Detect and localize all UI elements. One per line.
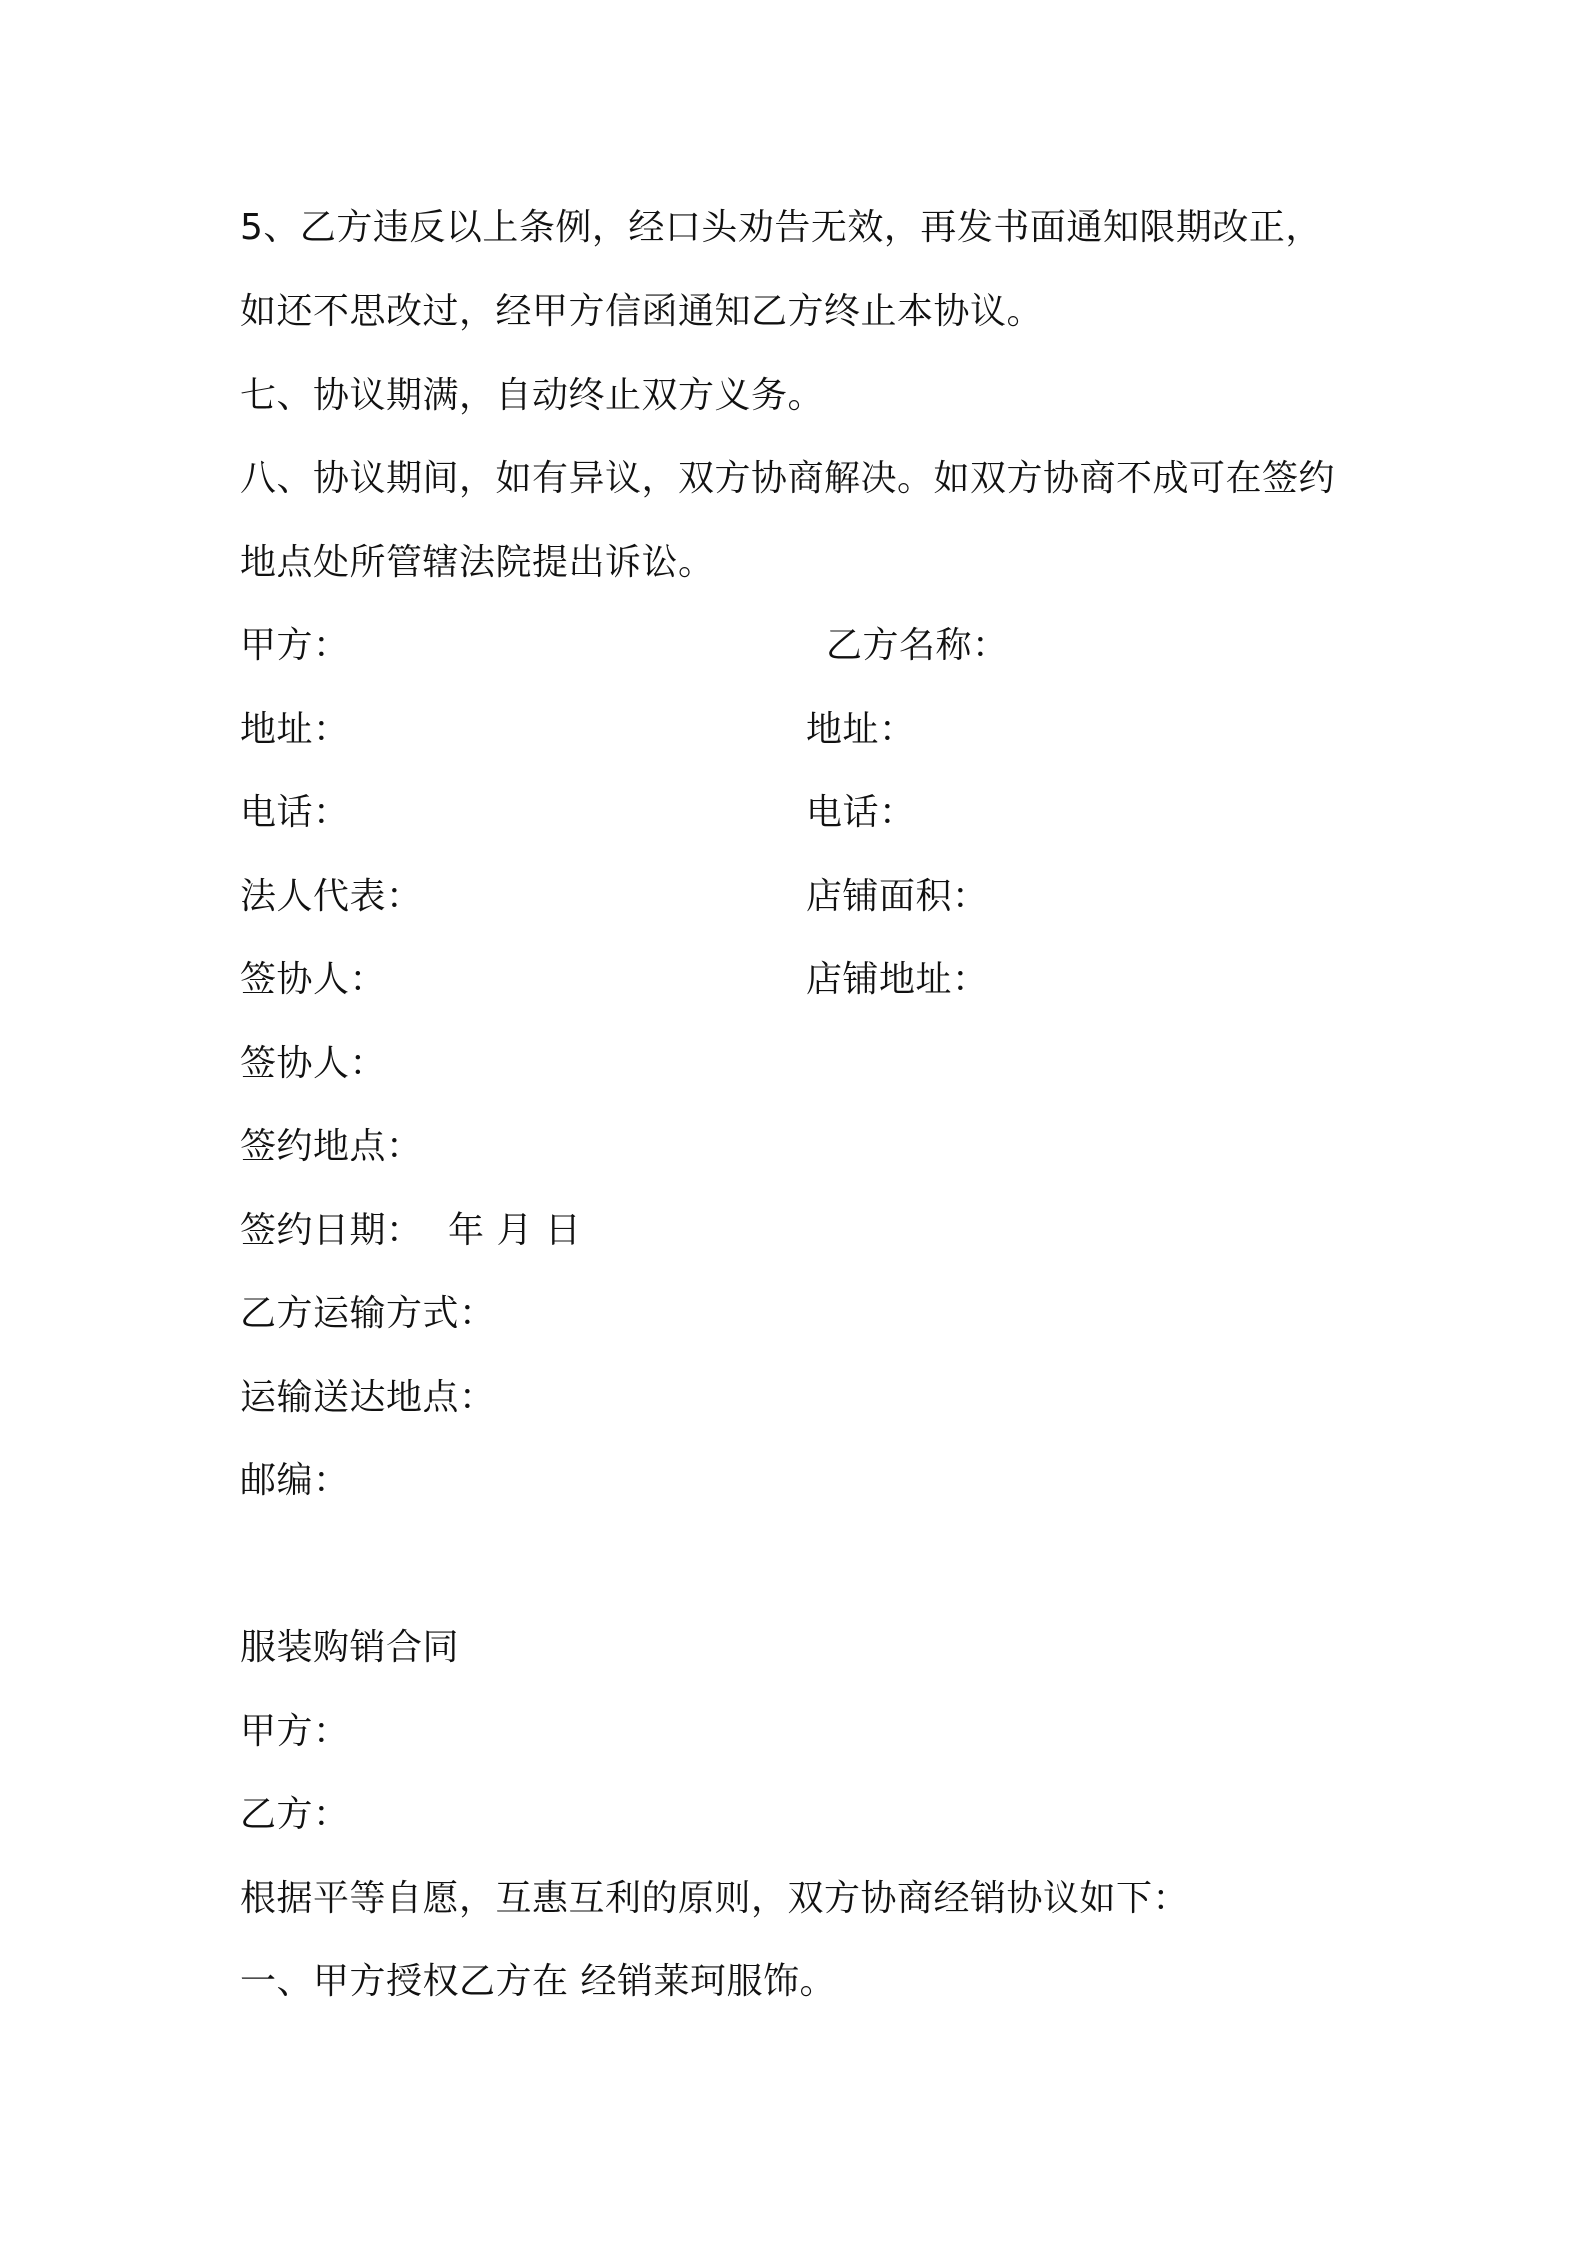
- contract-2-title: 服装购销合同: [240, 1627, 460, 1668]
- party-b-name-label: 乙方名称：: [826, 625, 1009, 666]
- clause-5-line-1: 5、乙方违反以上条例，经口头劝告无效，再发书面通知限期改正，: [240, 207, 1322, 248]
- sign-place-label: 签约地点：: [240, 1126, 423, 1167]
- delivery-place-label: 运输送达地点：: [240, 1377, 496, 1418]
- contract-2-party-a-label: 甲方：: [240, 1711, 350, 1752]
- address-a-label: 地址：: [240, 709, 350, 750]
- clause-8-line-1: 八、协议期间，如有异议，双方协商解决。如双方协商不成可在签约: [240, 458, 1336, 499]
- store-area-label: 店铺面积：: [806, 876, 989, 917]
- legal-rep-label: 法人代表：: [240, 876, 423, 917]
- signer-2-label: 签协人：: [240, 1043, 387, 1084]
- clause-8-line-2: 地点处所管辖法院提出诉讼。: [240, 542, 715, 583]
- contract-2-party-b-label: 乙方：: [240, 1794, 350, 1835]
- phone-a-label: 电话：: [240, 792, 350, 833]
- party-a-label: 甲方：: [240, 625, 350, 666]
- contract-2-clause-1: 一、甲方授权乙方在 经销莱珂服饰。: [240, 1961, 836, 2002]
- address-b-label: 地址：: [806, 709, 916, 750]
- signer-1-label: 签协人：: [240, 959, 387, 1000]
- phone-b-label: 电话：: [806, 792, 916, 833]
- contract-2-preamble: 根据平等自愿，互惠互利的原则，双方协商经销协议如下：: [240, 1878, 1190, 1919]
- sign-date-label: 签约日期：: [240, 1210, 423, 1251]
- clause-7: 七、协议期满，自动终止双方义务。: [240, 375, 825, 416]
- sign-date-placeholder: 年 月 日: [448, 1210, 582, 1251]
- store-address-label: 店铺地址：: [806, 959, 989, 1000]
- transport-method-label: 乙方运输方式：: [240, 1293, 496, 1334]
- clause-5-line-2: 如还不思改过，经甲方信函通知乙方终止本协议。: [240, 291, 1044, 332]
- postcode-label: 邮编：: [240, 1460, 350, 1501]
